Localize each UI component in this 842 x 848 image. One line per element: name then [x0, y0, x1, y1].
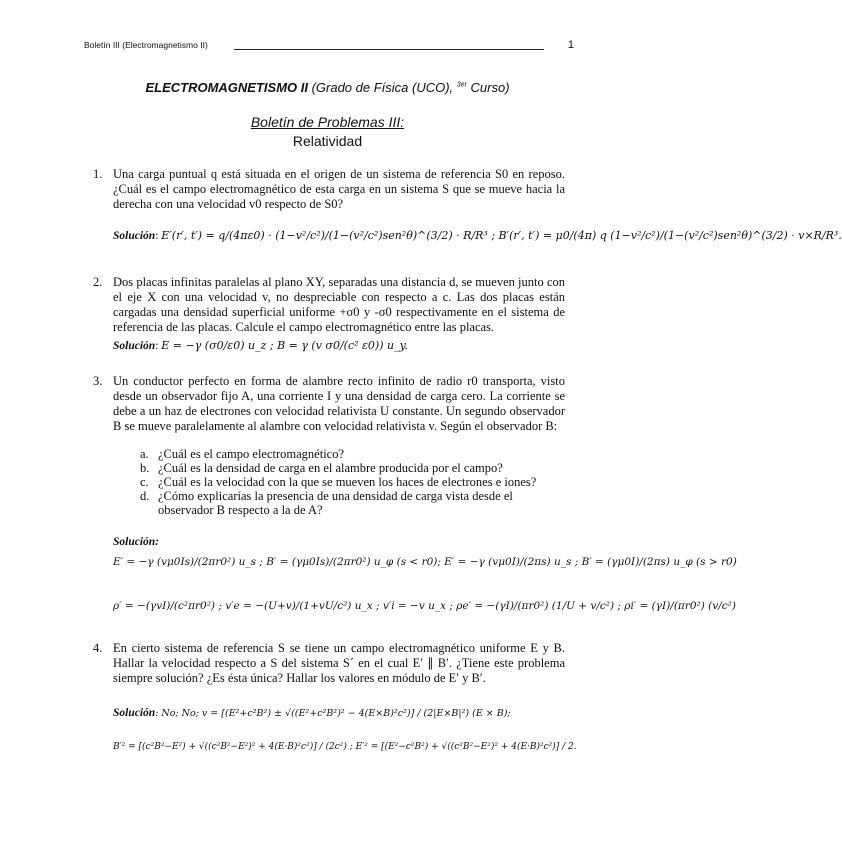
list-item: [140, 461, 570, 475]
list-item: [140, 489, 570, 517]
list-item: [140, 475, 570, 489]
problem-text: Una carga puntual q está situada en el origen de un sistema de referencia S0 en reposo. ¿Cuál es el campo electromagnético de esta carga en un sistema S que se mueve hacia la derecha con una velocidad v0 respecto de S0?: [113, 167, 565, 211]
page-header: [84, 40, 574, 54]
bulletin-topic: Relatividad: [292, 133, 363, 149]
item-label: b.: [140, 461, 150, 475]
problem-number: 3.: [93, 374, 103, 388]
title-main: ELECTROMAGNETISMO II: [145, 80, 308, 95]
title-sup: 3er: [456, 81, 467, 89]
title-rest-a: (Grado de Física (UCO),: [307, 80, 457, 95]
item-label: d.: [140, 489, 150, 503]
item-label: a.: [140, 447, 149, 461]
solution-label: Solución: [113, 230, 156, 242]
solution-formula: E′ = −γ (vμ0Is)/(2πr0²) u_s ; B′ = (γμ0Is)/(2πr0²) u_φ (s < r0); E′ = −γ (vμ0I)/(2πs) u_s ; B′ = (γμ0I)/(2πs) u_φ (s > r0): [113, 556, 737, 568]
solution-formula: : No; No; v = [(E²+c²B²) ± √((E²+c²B²)² − 4(E×B)²c²)] / (2|E×B|²) (E × B);: [155, 708, 511, 719]
item-text: ¿Cómo explicarías la presencia de una densidad de carga vista desde el observador B respecto a la de A?: [158, 489, 513, 517]
problem-text: Un conductor perfecto en forma de alambre recto infinito de radio r0 transporta, visto desde un observador fijo A, una corriente I y una densidad de carga cero. La corriente se debe a un haz de electrones con velocidad relativista U constante. Un segundo observador B se mueve paralelamente al alambre con velocidad relativista v. Según el observador B:: [113, 374, 565, 433]
sub-question-list: [140, 447, 570, 517]
solution-formula: ρ′ = −(γvI)/(c²πr0²) ; v′e = −(U+v)/(1+vU/c²) u_x ; v′i = −v u_x ; ρe′ = −(γI)/(πr0²) (1/U + v/c²) ; ρi′ = (γI)/(πr0²) (v/c²): [113, 600, 736, 612]
bulletin-subtitle: [0, 114, 655, 130]
solution-label: Solución: [113, 707, 156, 719]
list-item: [140, 447, 570, 461]
solution-label: Solución:: [113, 536, 160, 548]
problem-number: 1.: [93, 167, 103, 181]
problem-number: 4.: [93, 641, 103, 655]
subtitle-line1: Boletín de Problemas III:: [250, 114, 405, 130]
item-text: ¿Cuál es el campo electromagnético?: [158, 447, 345, 461]
solution-formula: E = −γ (σ0/ε0) u_z ; B = γ (v σ0/(c² ε0)) u_y.: [161, 339, 408, 352]
solution-formula: B′² = [(c²B²−E²) + √((c²B²−E²)² + 4(E·B)²c²)] / (2c²) ; E′² = [(E²−c²B²) + √((c²B²−E²)² + 4(E·B)²c²)] / 2.: [113, 742, 577, 752]
solution: Solución: E′(r′, t′) = q/(4πε0) · (1−v²/c²)/(1−(v²/c²)sen²θ)^(3/2) · R/R³ ; B′(r′, t′) = μ0/(4π) q (1−v²/c²)/(1−(v²/c²)sen²θ)^(3/2) · v×R/R³.: [113, 229, 842, 242]
item-text: ¿Cuál es la densidad de carga en el alambre producida por el campo?: [158, 461, 503, 475]
header-title: Boletín III (Electromagnetismo II): [84, 40, 208, 50]
document-title: [0, 80, 655, 95]
title-rest-b: Curso): [466, 80, 510, 95]
problem-number: 2.: [93, 275, 103, 289]
item-text: ¿Cuál es la velocidad con la que se mueven los haces de electrones e iones?: [158, 475, 537, 489]
problem-text: En cierto sistema de referencia S se tiene un campo electromagnético uniforme E y B. Hallar la velocidad respecto a S del sistema S´ en el cual E′ ∥ B′. ¿Tiene este problema siempre solución? ¿Es ésta única? Hallar los valores en módulo de E′ y B′.: [113, 641, 565, 685]
solution: [113, 535, 583, 550]
header-rule: [234, 49, 544, 50]
solution: [113, 706, 583, 721]
solution-label: Solución: [113, 340, 156, 352]
solution-formula: E′(r′, t′) = q/(4πε0) · (1−v²/c²)/(1−(v²/c²)sen²θ)^(3/2) · R/R³ ; B′(r′, t′) = μ0/(4π) q (1−v²/c²)/(1−(v²/c²)sen²θ)^(3/2) · v×R/R³.: [161, 229, 842, 242]
item-label: c.: [140, 475, 149, 489]
problem-text: Dos placas infinitas paralelas al plano XY, separadas una distancia d, se mueven junto con el eje X con una velocidad v, no despreciable con respecto a c. Las dos placas están cargadas una densidad superficial uniforme +σ0 y -σ0 respectivamente en el sistema de referencia de las placas. Calcule el campo electromagnético entre las placas.: [113, 275, 565, 334]
solution: Solución: E = −γ (σ0/ε0) u_z ; B = γ (v σ0/(c² ε0)) u_y.: [113, 339, 408, 352]
page-number: 1: [567, 39, 574, 51]
